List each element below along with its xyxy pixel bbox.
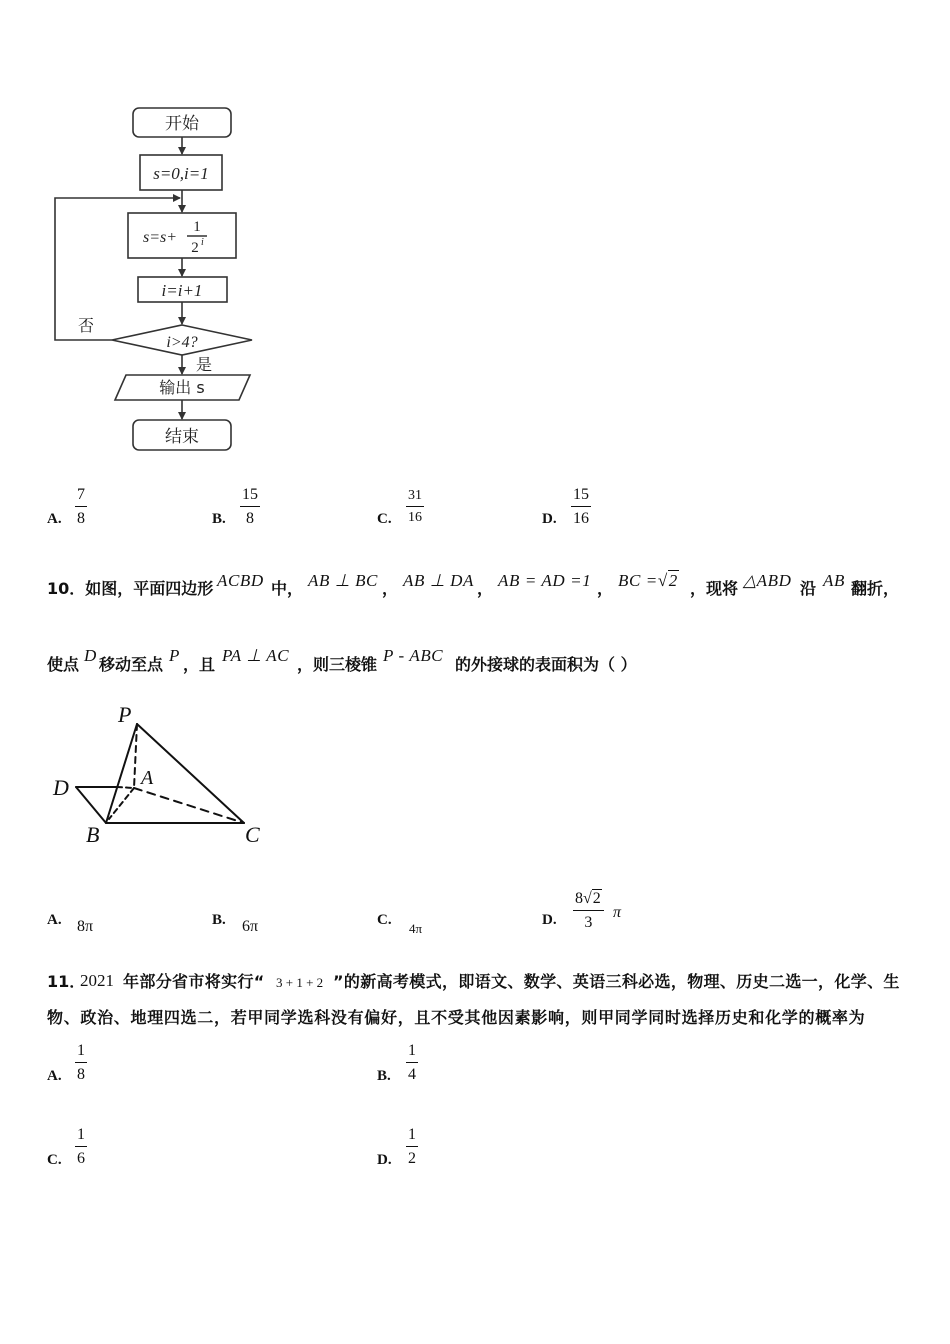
fraction-denominator: 3 [584,914,593,931]
flow-update-numerator: 1 [193,219,201,235]
q10-option-b-label: B. [212,912,226,928]
edge-db [76,787,106,823]
q11-math: 3 + 1 + 2 [276,975,324,990]
sqrt-symbol: √ [657,571,668,590]
q9-option-c-fraction [406,489,424,525]
q10-math: BC = [618,571,658,590]
vertex-label-d: D [53,775,69,800]
q11-text: 年部分省市将实行“ [123,972,265,991]
q10-math: ACBD [217,571,264,590]
q10-text: ， [597,579,614,598]
q10-option-c-value: 4π [409,921,423,936]
fraction-denominator: 6 [77,1150,85,1167]
q10-text: ， [477,579,494,598]
fraction-denominator: 2 [408,1150,416,1167]
sqrt-radicand: 2 [592,890,601,907]
fraction-denominator: 16 [573,510,589,527]
q9-option-b-label: B. [212,511,226,527]
edge-ac-hidden [134,788,244,823]
q10-text: 移动至点 [99,655,164,674]
q10-option-a-label: A. [47,912,62,928]
fraction-denominator: 16 [408,510,422,525]
q10-math: AB [823,571,845,590]
vertex-label-b: B [86,822,100,847]
fraction-numerator: 1 [77,1042,85,1059]
q10-text: ，且 [183,655,216,674]
fraction-denominator: 8 [246,510,254,527]
fraction-numerator: 1 [408,1126,416,1143]
q11-text: ”的新高考模式，即语文、数学、英语三科必选，物理、历史二选一，化学、生 [333,972,900,991]
q9-option-d-fraction [571,487,591,527]
q11-option-b-label: B. [377,1068,391,1084]
flow-start-text: 开始 [165,114,199,134]
flow-update-exponent: i [201,237,204,248]
vertex-label-p: P [118,702,132,727]
flow-end-text: 结束 [165,427,199,447]
flow-no-label: 否 [78,316,95,335]
flow-condition-text: i>4? [166,334,198,351]
q10-math: AB ⊥ DA [403,571,474,590]
vertex-label-a: A [141,767,154,789]
q10-math: △ABD [743,571,792,590]
edge-pb [106,724,137,823]
fraction-denominator: 8 [77,1066,85,1083]
fraction-numerator: 7 [77,486,85,503]
fraction-numerator: 31 [408,488,422,503]
q11-option-d-fraction [406,1127,418,1167]
q10-text: 沿 [800,579,817,598]
q10-option-d-pi: π [613,904,622,921]
q11-option-c-label: C. [47,1152,62,1168]
q10-option-b-value: 6π [242,918,259,935]
flow-output-text: 输出 s [159,378,205,397]
q10-option-d-fraction [573,891,604,931]
q10-text: ，现将 [690,579,739,598]
fraction-denominator: 4 [408,1066,416,1083]
q10-option-a-value: 8π [77,918,94,935]
flow-update-denominator: 2 [191,240,199,256]
q10-math: P [169,646,180,665]
q11-year: 2021 [80,971,114,990]
q10-text: 中， [271,579,304,598]
q9-option-a-label: A. [47,511,62,527]
q10-text: ， [382,579,399,598]
tetrahedron-figure [40,700,280,850]
q10-text: 翻折， [851,579,900,598]
q11-option-c-fraction [75,1127,87,1167]
q10-text: 10．如图，平面四边形 [47,579,214,598]
flowchart [0,0,300,470]
flow-update-lhs: s=s+ [143,229,178,246]
q10-math: P - ABC [383,646,444,665]
fraction-numerator: 1 [408,1042,416,1059]
fraction-numerator: 15 [573,486,589,503]
fraction-numerator: 15 [242,486,258,503]
flow-yes-label: 是 [196,355,213,374]
q10-math: PA ⊥ AC [222,646,290,665]
q11-text-line2: 物、政治、地理四选二，若甲同学选科没有偏好，且不受其他因素影响，则甲同学同时选择历史和化学的概率为 [47,1008,866,1027]
q11-option-a-fraction [75,1043,87,1083]
q10-math: D [84,646,97,665]
q10-text: 使点 [47,655,80,674]
vertex-label-c: C [245,822,260,847]
q10-math: AB = AD =1 [498,571,592,590]
sqrt-symbol: √ [583,890,592,907]
q9-option-b-fraction [240,487,260,527]
edge-da-hidden [117,787,134,788]
q11-option-a-label: A. [47,1068,62,1084]
q11-number: 11． [47,972,86,991]
fraction-numerator [573,891,604,910]
numerator-coefficient: 8 [575,890,583,907]
fraction-denominator: 8 [77,510,85,527]
q10-sqrt-expression [618,572,679,589]
flow-increment-text: i=i+1 [161,281,203,300]
q11-option-b-fraction [406,1043,418,1083]
q9-option-d-label: D. [542,511,557,527]
fraction-numerator: 1 [77,1126,85,1143]
q10-text: ，则三棱锥 [297,655,378,674]
flow-init-text: s=0,i=1 [153,164,209,183]
q10-text: 的外接球的表面积为（ ） [455,655,637,674]
sqrt-radicand: 2 [668,571,678,590]
q11-option-d-label: D. [377,1152,392,1168]
q10-option-d-label: D. [542,912,557,928]
q10-option-c-label: C. [377,912,392,928]
q10-math: AB ⊥ BC [308,571,379,590]
q9-option-c-label: C. [377,511,392,527]
flow-loop-arrow [55,198,180,340]
q9-option-a-fraction [75,487,87,527]
